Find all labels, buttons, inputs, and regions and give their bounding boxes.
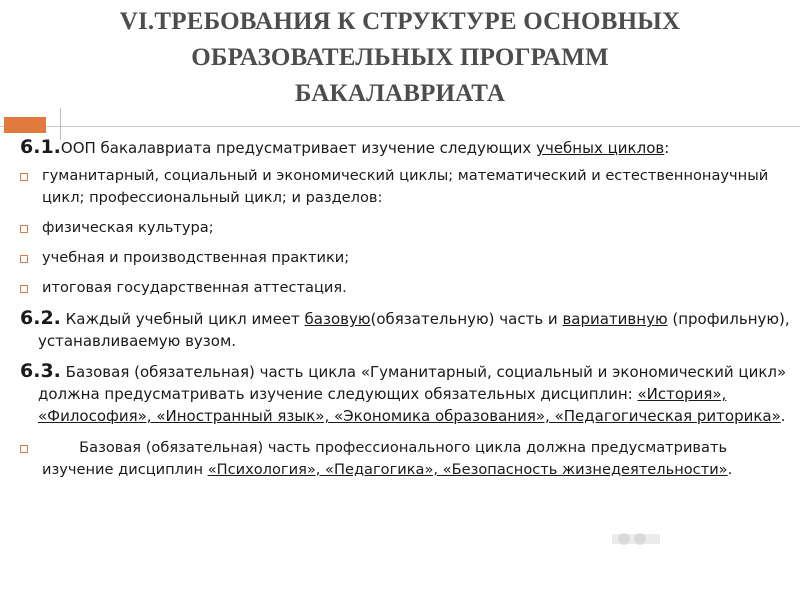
list-item-text: физическая культура; [42, 219, 214, 236]
square-bullet-icon [20, 173, 28, 181]
title-line-2: ОБРАЗОВАТЕЛЬНЫХ ПРОГРАММ [191, 44, 609, 71]
text: : [664, 139, 670, 157]
section-number: 6.2. [20, 307, 61, 329]
title-divider [0, 126, 800, 127]
list-item-text: учебная и производственная практики; [42, 249, 350, 266]
square-bullet-icon [20, 285, 28, 293]
square-bullet-icon [20, 255, 28, 263]
slide-title [0, 4, 800, 112]
section-number: 6.3. [20, 360, 61, 382]
accent-bar [4, 117, 46, 133]
underlined-term: учебных циклов [536, 139, 665, 157]
list-item [20, 165, 790, 209]
bullet-list [20, 165, 790, 299]
title-line-3: БАКАЛАВРИАТА [294, 80, 506, 107]
text: Базовая (обязательная) часть цикла «Гуманитарный, социальный и экономический цикл» должна предусматривать изучение следующих обязательных дисциплин: [38, 363, 787, 403]
text: . [780, 407, 786, 425]
square-bullet-icon [20, 225, 28, 233]
underlined-term: вариативную [562, 310, 668, 328]
list-item [20, 247, 790, 269]
paragraph-6-1 [20, 136, 790, 159]
list-item [20, 437, 790, 481]
list-item-text: гуманитарный, социальный и экономический циклы; математический и естественнонаучный цикл; профессиональный цикл; и разделов: [42, 167, 769, 206]
list-item [20, 277, 790, 299]
text: . [727, 461, 733, 478]
text: Базовая (обязательная) часть профессионального цикла должна предусматривать изучение дисциплин [42, 439, 732, 478]
underlined-term: базовую [304, 310, 371, 328]
paragraph-6-3 [20, 360, 790, 427]
text: (обязательную) часть и [370, 310, 563, 328]
faint-logo-icon [610, 524, 662, 552]
list-item-text: итоговая государственная аттестация. [42, 279, 347, 296]
text: Каждый учебный цикл имеет [60, 310, 305, 328]
underlined-disciplines: «Психология», «Педагогика», «Безопасность жизнедеятельности» [207, 461, 728, 478]
section-number: 6.1. [20, 136, 61, 158]
title-line-1: VI.ТРЕБОВАНИЯ К СТРУКТУРЕ ОСНОВНЫХ [119, 8, 681, 35]
underlined-disciplines: «История», «Философия», «Иностранный язык», «Экономика образования», «Педагогическая риторика» [38, 385, 781, 425]
text: ООП бакалавриата предусматривает изучение следующих [60, 139, 537, 157]
square-bullet-icon [20, 445, 28, 453]
text: (профильную), устанавливаемую вузом. [38, 310, 790, 350]
paragraph-6-2 [20, 307, 790, 352]
slide-body [20, 134, 790, 481]
list-item [20, 217, 790, 239]
